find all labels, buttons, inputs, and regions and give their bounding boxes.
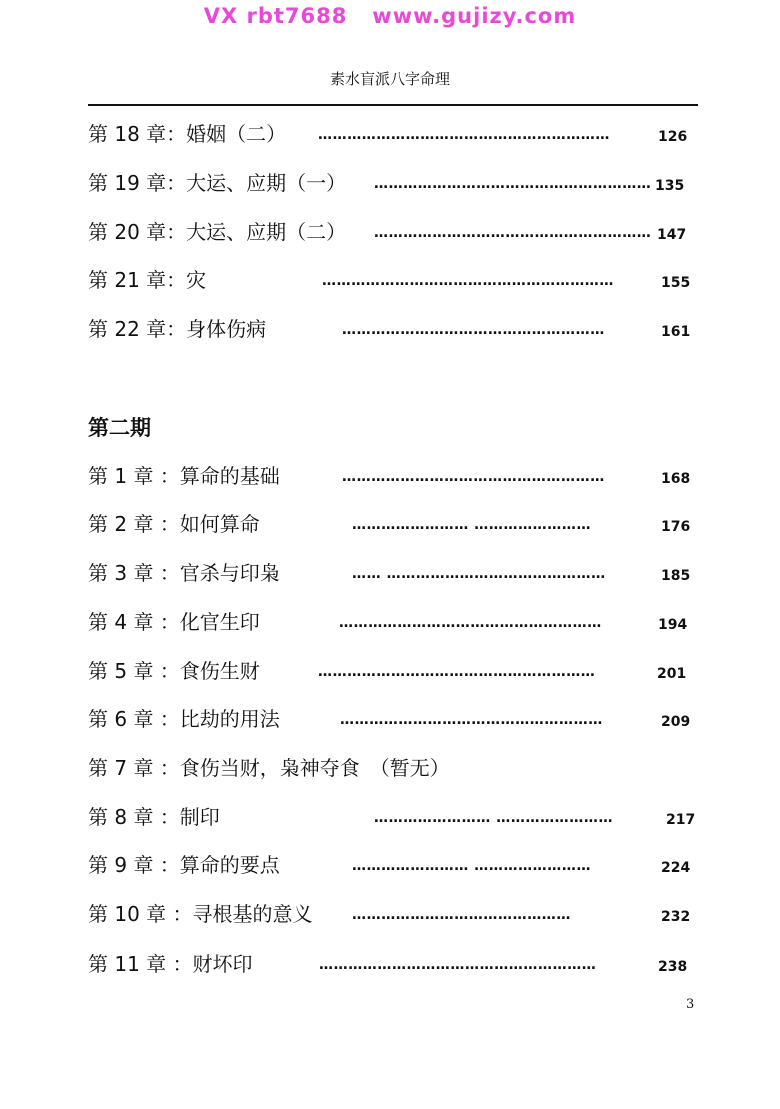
toc-entry-ch18[interactable] — [88, 120, 688, 148]
toc-entry-label: 第 22 章：身体伤病 — [88, 317, 267, 341]
toc-leader-dots: …………………………………………………… — [322, 273, 614, 289]
toc-entry-label: 第 9 章 ：算命的要点 — [88, 853, 280, 877]
toc-entry-label: 第 21 章：灾 — [88, 268, 207, 292]
toc-page-number: 155 — [661, 275, 691, 291]
toc-page-number: 185 — [661, 568, 691, 584]
toc-entry-p2-ch4[interactable] — [88, 608, 688, 636]
toc-leader-dots: ………………………………………………… — [318, 664, 596, 680]
toc-leader-dots: ………………………………………………… — [319, 957, 597, 973]
toc-entry-p2-ch2[interactable] — [88, 510, 691, 538]
toc-page-number: 201 — [657, 666, 687, 682]
toc-leader-dots: ……………………………………… — [352, 907, 571, 923]
toc-page-number: 217 — [666, 812, 696, 828]
toc-entry-label: 第 8 章 ：制印 — [88, 805, 220, 829]
toc-leader-dots: …………………… …………………… — [374, 810, 614, 826]
watermark: VX rbt7688 www.gujizy.com — [203, 4, 577, 28]
toc-leader-dots: ………………………………………………… — [374, 176, 652, 192]
toc-entry-label: 第 5 章 ：食伤生财 — [88, 659, 260, 683]
toc-leader-dots: …………………………………………………… — [318, 127, 610, 143]
toc-entry-p2-ch1[interactable] — [88, 462, 691, 490]
toc-entry-ch22[interactable] — [88, 315, 691, 343]
toc-entry-label: 第 2 章 ：如何算命 — [88, 512, 260, 536]
toc-page-number: 224 — [661, 860, 691, 876]
toc-page-number: 194 — [658, 617, 688, 633]
header-rule — [88, 104, 698, 106]
toc-page-number: 126 — [658, 129, 688, 145]
toc-leader-dots: …………………… …………………… — [352, 858, 592, 874]
toc-entry-label: 第 19 章：大运、应期（一） — [88, 171, 347, 195]
toc-leader-dots: ……………………………………………… — [340, 712, 603, 728]
page-number: 3 — [686, 997, 695, 1012]
toc-leader-dots: ……………………………………………… — [342, 469, 605, 485]
toc-entry-p2-ch5[interactable] — [88, 657, 688, 685]
toc-leader-dots: …………………… …………………… — [352, 517, 592, 533]
toc-leader-dots: ……………………………………………… — [342, 322, 605, 338]
toc-entry-label: 第 10 章 ：寻根基的意义 — [88, 902, 313, 926]
toc-page-number: 161 — [661, 324, 691, 340]
toc-entry-p2-ch6[interactable] — [88, 705, 691, 733]
toc-entry-p2-ch3[interactable] — [88, 559, 691, 587]
toc-entry-p2-ch9[interactable] — [88, 851, 698, 879]
toc-entry-ch21[interactable] — [88, 266, 691, 294]
toc-page-number: 168 — [661, 471, 691, 487]
toc-entry-ch20[interactable] — [88, 218, 688, 246]
toc-page-number: 147 — [657, 227, 687, 243]
toc-entry-p2-ch7[interactable] — [88, 754, 688, 782]
toc-page-number: 238 — [658, 959, 688, 975]
toc-entry-label: 第 3 章 ：官杀与印枭 — [88, 561, 280, 585]
toc-page-number: 135 — [655, 178, 685, 194]
section-heading: 第二期 — [88, 416, 151, 440]
toc-entry-p2-ch8[interactable] — [88, 803, 698, 831]
toc-entry-label: 第 11 章 ：财坏印 — [88, 952, 253, 976]
toc-entry-label: 第 18 章：婚姻（二） — [88, 122, 287, 146]
toc-page-number: 209 — [661, 714, 691, 730]
toc-leader-dots: ………………………………………………… — [374, 225, 652, 241]
toc-leader-dots: …… ……………………………………… — [352, 566, 606, 582]
toc-entry-p2-ch10[interactable] — [88, 900, 698, 928]
toc-entry-p2-ch11[interactable] — [88, 950, 698, 978]
toc-page-number: 232 — [661, 909, 691, 925]
toc-entry-label: 第 1 章 ：算命的基础 — [88, 464, 280, 488]
toc-page-number: 176 — [661, 519, 691, 535]
toc-entry-label: 第 4 章 ：化官生印 — [88, 610, 260, 634]
toc-entry-label: 第 6 章 ：比劫的用法 — [88, 707, 280, 731]
toc-leader-dots: ……………………………………………… — [339, 615, 602, 631]
running-header-title: 素水盲派八字命理 — [329, 70, 450, 88]
toc-entry-ch19[interactable] — [88, 169, 688, 197]
toc-entry-label: 第 20 章：大运、应期（二） — [88, 220, 347, 244]
toc-entry-label: 第 7 章 ：食伤当财，枭神夺食 （暂无） — [88, 756, 450, 780]
